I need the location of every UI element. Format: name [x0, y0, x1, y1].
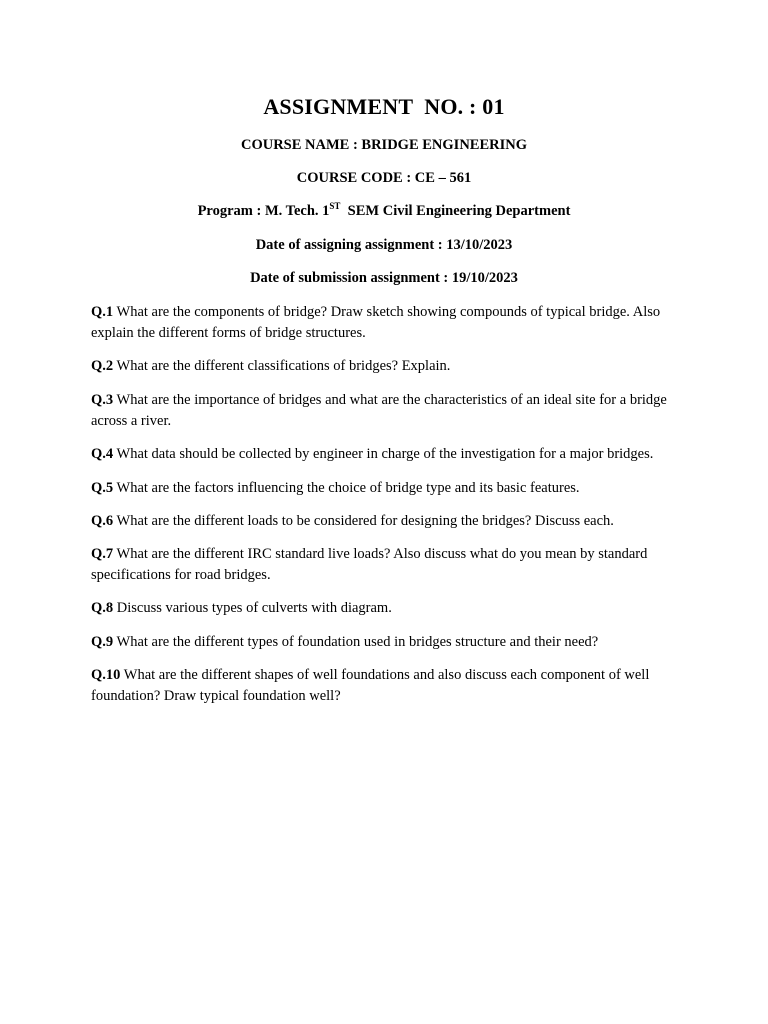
question-text: What are the importance of bridges and what are the characteristics of an ideal site for a bridge across a river. [91, 392, 667, 429]
assignment-title: ASSIGNMENT NO. : 01 [263, 94, 505, 119]
program-suffix: SEM Civil Engineering Department [340, 203, 571, 219]
question-number: Q.10 [91, 667, 121, 683]
question-item [91, 478, 691, 499]
question-number: Q.9 [91, 634, 114, 650]
question-text: What are the different shapes of well foundations and also discuss each component of well foundation? Draw typical foundation well? [91, 667, 650, 704]
question-number: Q.8 [91, 600, 114, 616]
question-text: What are the different IRC standard live loads? Also discuss what do you mean by standard specifications for road bridges. [91, 546, 648, 583]
date-submission: Date of submission assignment : 19/10/2023 [250, 270, 518, 286]
question-text: What are the different loads to be considered for designing the bridges? Discuss each. [113, 513, 614, 529]
program-line [0, 203, 768, 220]
question-text: Discuss various types of culverts with diagram. [113, 600, 392, 616]
question-item [91, 390, 691, 432]
question-item [91, 632, 691, 653]
question-number: Q.4 [91, 446, 114, 462]
question-item [91, 511, 691, 532]
question-text: What are the different classifications of bridges? Explain. [113, 358, 451, 374]
question-item [91, 356, 691, 377]
question-item [91, 598, 691, 619]
question-item [91, 665, 691, 707]
question-number: Q.3 [91, 392, 114, 408]
program-superscript: ST [329, 201, 341, 211]
question-number: Q.7 [91, 546, 114, 562]
question-text: What are the different types of foundation used in bridges structure and their need? [113, 634, 599, 650]
question-text: What data should be collected by engineer in charge of the investigation for a major bridges. [113, 446, 654, 462]
question-number: Q.2 [91, 358, 114, 374]
question-number: Q.5 [91, 480, 114, 496]
course-code: COURSE CODE : CE – 561 [296, 170, 472, 186]
course-name: COURSE NAME : BRIDGE ENGINEERING [240, 137, 527, 153]
question-item [91, 544, 691, 586]
question-text: What are the factors influencing the choice of bridge type and its basic features. [113, 480, 580, 496]
question-text: What are the components of bridge? Draw sketch showing compounds of typical bridge. Also explain the different forms of bridge structures. [91, 304, 661, 341]
question-item [91, 302, 691, 344]
question-number: Q.1 [91, 304, 114, 320]
question-number: Q.6 [91, 513, 114, 529]
question-item [91, 444, 711, 465]
program-prefix: Program : M. Tech. 1 [197, 203, 330, 219]
date-assigning: Date of assigning assignment : 13/10/2023 [255, 237, 513, 253]
